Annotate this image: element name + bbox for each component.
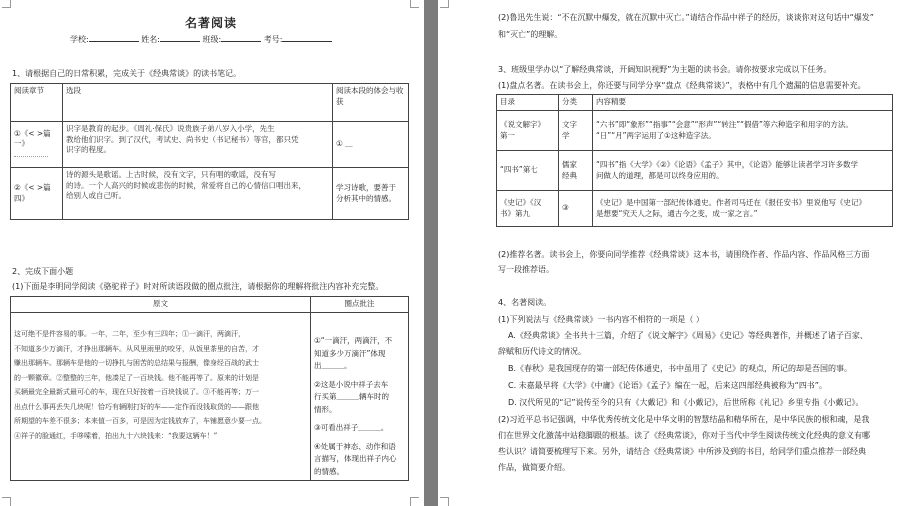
table-row [497,151,893,191]
cell-line: 是想要“究天人之际，通古今之变，成一家之言。” [596,208,758,218]
content-cell [593,191,893,227]
q4-question-2: (2)习近平总书记强调，中华优秀传统文化是中华文明的智慧结晶和精华所在，是中华民族的根和魂，是我 [498,415,870,424]
answer-blank[interactable] [14,156,48,157]
original-line: 出点什么事再丢失几块呢！恰巧有辆刚打好的车——定作而没钱取货的——跟他 [14,402,259,411]
original-text-cell [11,313,311,481]
excerpt-line: 教给他们识字。到了汉代，考试史、尚书史（书记秘书）等官，都只凭 [66,134,299,144]
chapter-cell [11,122,63,168]
table-header: 阅读本段的体会与收获 [333,84,409,122]
excerpt-line: 诗的源头是歌谣。上古时候，没有文字，只有唱的歌谣，没有写 [66,170,276,179]
notes-cell [311,313,409,481]
chapter-line: ①《< >篇 [14,128,51,138]
q4-title: 4、名著阅读。 [498,298,552,307]
original-line: 不知道多少万滴汗，才挣出那辆车。从风里雨里的咬牙，从饭里茶里的自苦，才 [14,344,259,353]
q4-question-2: 们在世界文化激荡中站稳脚跟的根基。读了《经典常谈》，你对于当代中学生阅读传统文化经典的意义有哪 [498,431,870,440]
gain-line: 分析其中的情感。 [336,193,396,203]
cell-line: 学 [562,130,570,140]
exam-label: 考号: [263,35,283,44]
category-cell[interactable]: ③ [559,191,593,227]
table-header: 内容精要 [593,95,893,111]
gain-cell[interactable]: ① ＿ [333,122,409,168]
q2-prompt: (1)下面是李明同学阅读《骆驼祥子》时对所读语段做的圈点批注，请根据你的理解将批注内容补充完整。 [12,282,384,291]
excerpt-cell [63,168,333,220]
excerpt-line: 给别人或自己听。 [66,191,126,200]
reading-notes-table [10,83,409,220]
note-line: 知道多少万滴汗”体现 [314,348,386,358]
gain-cell [333,168,409,220]
note-line[interactable]: 出＿＿＿。 [314,361,352,370]
note-line[interactable]: ③可看出祥子＿＿＿。 [314,423,389,432]
q1-prompt: 1、请根据自己的日常积累，完成关于《经典常谈》的读书笔记。 [12,69,242,78]
q4-question-2: 些认识？请简要梳理写下来。另外，请结合《经典常谈》中所涉及到的书目，给同学们重点推荐一部经典 [498,447,866,456]
excerpt-cell [63,122,333,168]
note-line: ②这是小说中祥子去车 [314,379,389,389]
classic-summary-table [496,94,893,227]
q3-task2-line: (2)推荐名著。读书会上，你要向同学推荐《经典常谈》这本书，请围绕作者、作品内容、作品风格三方面 [498,250,870,259]
table-row [11,313,409,481]
original-line: ④祥子的脸通红，手哆嗦着，拍出九十六块钱来：“我要这辆车！” [14,431,218,440]
table-header: 分类 [559,95,593,111]
excerpt-line: 识字的程度。 [66,145,111,154]
cell-line: 《史记》《汉 [500,198,542,207]
note-line: 情形。 [314,404,337,414]
annotation-table [10,296,409,481]
content-cell [593,151,893,191]
cell-line: 经典 [562,170,577,180]
q2-2-line: (2)鲁迅先生说：“不在沉默中爆发，就在沉默中灭亡。”请结合作品中祥子的经历，谈谈你对这句话中“爆发” [498,13,874,22]
student-info-line [70,34,332,45]
exam-blank[interactable] [282,41,332,42]
chapter-line: 四》 [14,193,29,203]
cell-line[interactable]: “四书”指《大学》《②》《论语》《孟子》其中，《论语》能够让读者学习许多数学 [596,160,858,169]
cell-line: 《说文解字》 [500,120,545,129]
page-right [438,0,900,506]
note-line: ①“一滴汗，两滴汗，不 [314,336,393,345]
table-header: 目录 [497,95,559,111]
q2-section: 2、完成下面小题 [12,267,74,276]
content-cell [593,111,893,151]
original-line: 的一颗徽章。②整整的三年，他凑足了一百块钱。他不能再等了。原来的计划是 [14,373,259,382]
q3-task1: (1)盘点名著。在读书会上，你还要与同学分享“盘点《经典常谈》”，表格中有几个遗漏的信息需要补充。 [498,81,866,90]
cell-line: 问做人的道理，都是可以终身应用的。 [596,170,724,180]
cell-line[interactable]: “日”“月”两字运用了①这种造字法。 [596,130,716,140]
chapter-line: 一》 [14,139,29,149]
table-row [497,191,893,227]
cell-line: 文字 [562,120,577,129]
table-header: 原文 [11,297,311,313]
q2-2-line: 和“灭亡”的理解。 [498,30,563,39]
crop-mark [410,497,419,506]
q3-intro: 3、班级里学办以“了解经典常谈，开阔知识视野”为主题的读书会。请你按要求完成以下任务。 [498,65,832,74]
table-row [11,122,409,168]
option-b[interactable]: B.《春秋》是我国现存的第一部纪传体通史，书中虽用了《史记》的观点，所记的却是吾国的事。 [508,364,853,373]
excerpt-line: 的诗。一个人高兴的时候或悲伤的时候，常爱将自己的心情信口唱出来， [66,180,306,190]
option-d[interactable]: D. 汉代所见的“记”说传至今的只有《大戴记》和《小戴记》，后世所称《礼记》乡里专指《小戴记》。 [508,398,864,407]
gain-line: 学习诗歌，要善于 [336,183,396,192]
note-line: 的情感。 [314,466,344,476]
crop-mark [2,0,11,8]
name-blank[interactable] [160,41,200,42]
chapter-cell [11,168,63,220]
category-cell [559,111,593,151]
original-line: 买辆最完全最新式最可心的车，现在只好按着一百块钱说了。③不能再等；万一 [14,388,259,396]
note-line[interactable]: 行买第＿＿＿辆车时的 [314,392,389,401]
cell-line: “六书”即“象形”“指事”“会意”“形声”“转注”“假借”等六种造字和用字的方法。 [596,120,853,129]
page-left [0,0,424,506]
school-label: 学校: [70,35,89,44]
directory-cell: “四书”第七 [497,151,559,191]
crop-mark [440,497,449,506]
note-line: 言描写，体现出祥子内心 [314,454,397,463]
table-row [497,111,893,151]
note-line: ④处属于神态、动作和语 [314,441,396,451]
directory-cell [497,111,559,151]
directory-cell [497,191,559,227]
cell-line: 《史记》是中国第一部纪传体通史。作者司马迁在《报任安书》里说他写《史记》 [596,198,866,207]
original-line: 这可绝不是件容易的事。一年，二年，至少有三四年；①一滴汗，两滴汗， [14,330,245,338]
option-c[interactable]: C. 未嘉最早将《大学》《中庸》《论语》《孟子》编在一起，后来这四部经典被称为“四书”。 [508,381,827,390]
crop-mark [2,497,11,506]
q4-question-2: 作品，做简要介绍。 [498,463,570,472]
category-cell [559,151,593,191]
school-blank[interactable] [89,41,139,42]
class-label: 班级: [202,35,222,44]
original-line: 所期望的车差不很多；本来值一百多，可是因为定钱放弃了，车铺愿意少要一点。 [14,417,266,425]
crop-mark [410,0,419,8]
cell-line: 儒家 [562,160,577,169]
page-title: 名著阅读 [185,16,238,30]
option-a-cont: 辞赋和历代诗文的情况。 [498,347,586,356]
q3-task2-line: 写一段推荐语。 [498,265,554,274]
original-line: 赚出那辆车。那辆车是他的一切挣扎与困苦的总结果与报酬，像身经百战的武士 [14,359,259,367]
excerpt-line: 识字是教育的起步。《周礼·保氏》说贵族子弟八岁入小学，先生 [66,124,275,133]
crop-mark [440,0,449,8]
cell-line: 书》第九 [500,208,530,218]
table-header: 圈点批注 [311,297,409,313]
cell-line: 第一 [500,130,515,140]
q4-question-1: (1)下列说法与《经典常谈》一书内容不相符的一项是（ ） [498,315,704,324]
table-header: 选段 [63,84,333,122]
table-header: 阅读章节 [11,84,63,122]
name-label: 姓名: [141,35,160,44]
option-a[interactable]: A.《经典常谈》全书共十三篇，介绍了《说文解字》《周易》《史记》等经典著作，并概述了诸子百家、 [508,331,868,340]
table-row [11,168,409,220]
class-blank[interactable] [221,41,261,42]
chapter-line: ②《< >篇 [14,183,51,192]
